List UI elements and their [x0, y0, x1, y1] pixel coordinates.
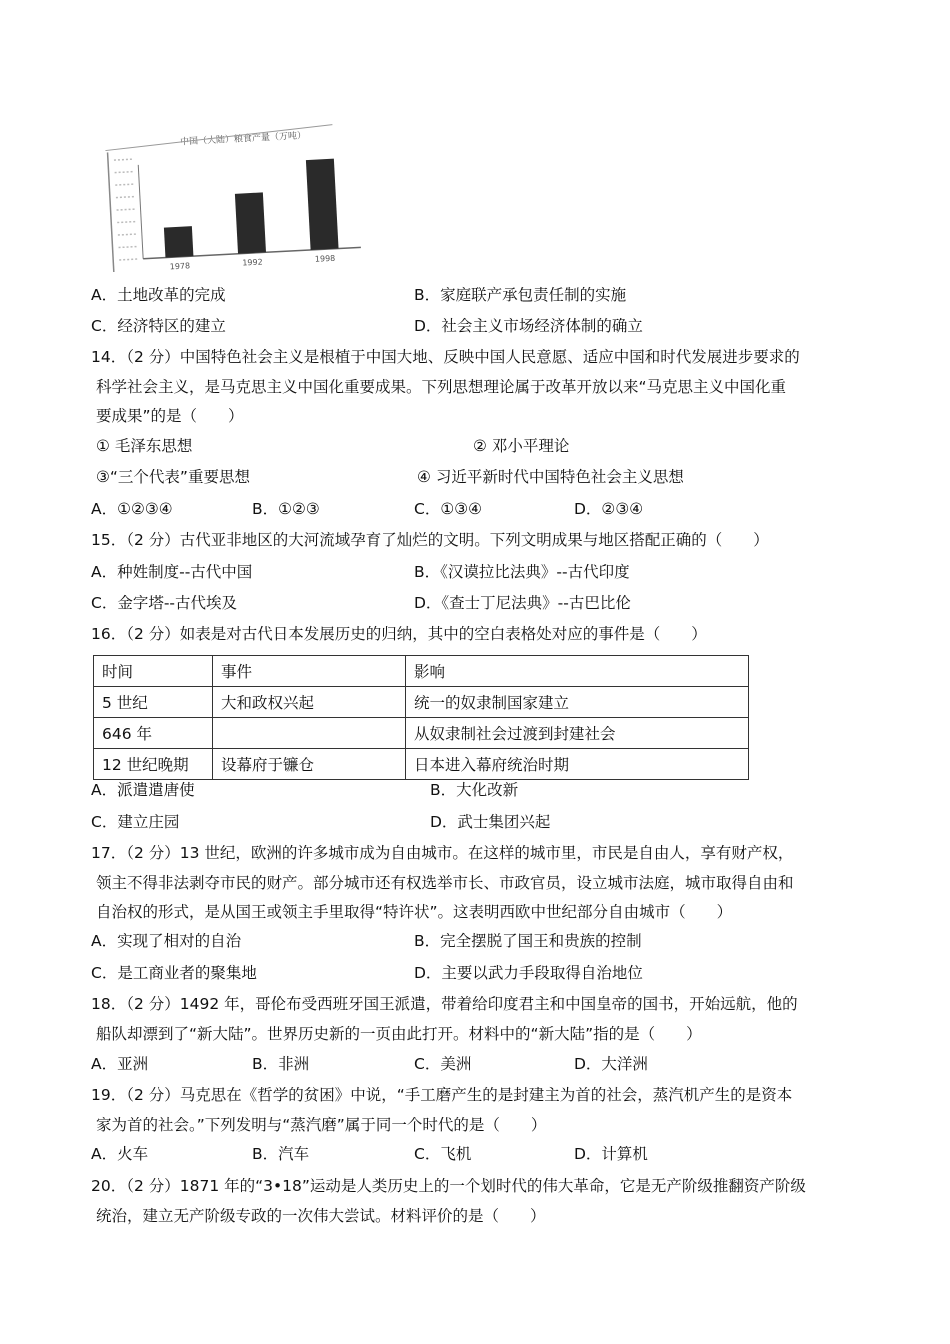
y-tick-mark [115, 172, 135, 173]
q14-stem-line1: 14．（2 分）中国特色社会主义是根植于中国大地、反映中国人民意愿、适应中国和时代发展进步要求的 [91, 348, 800, 366]
q16-stem: 16．（2 分）如表是对古代日本发展历史的归纳，其中的空白表格处对应的事件是（ ） [91, 625, 707, 643]
x-tick-label: 1992 [242, 257, 263, 268]
q16-option-b[interactable]: B．大化改新 [430, 781, 519, 799]
q16-option-a[interactable]: A．派遣遣唐使 [91, 781, 195, 799]
q15-stem: 15．（2 分）古代亚非地区的大河流域孕育了灿烂的文明。下列文明成果与地区搭配正确的（ ） [91, 531, 769, 549]
y-axis-inner [138, 165, 143, 259]
q14-option-a[interactable]: A．①②③④ [91, 500, 173, 518]
q15-option-a[interactable]: A．种姓制度--古代中国 [91, 563, 253, 581]
q17-stem-line2: 领主不得非法剥夺市民的财产。部分城市还有权选举市长、市政官员，设立城市法庭，城市取得自由和 [96, 874, 794, 892]
japan-history-table [93, 655, 749, 780]
q15-option-d[interactable]: D．《查士丁尼法典》--古巴比伦 [414, 594, 631, 612]
q14-item-4: ④ 习近平新时代中国特色社会主义思想 [417, 468, 684, 486]
q17-option-d[interactable]: D．主要以武力手段取得自治地位 [414, 964, 643, 982]
table-cell-blank [213, 718, 406, 749]
q17-option-b[interactable]: B．完全摆脱了国王和贵族的控制 [414, 932, 642, 950]
q16-option-d[interactable]: D．武士集团兴起 [430, 813, 551, 831]
q13-option-c[interactable]: C．经济特区的建立 [91, 317, 226, 335]
y-tick-mark [117, 209, 137, 210]
chart-title: 中国（大陆）粮食产量（万吨） [179, 131, 307, 148]
q13-option-d[interactable]: D．社会主义市场经济体制的确立 [414, 317, 643, 335]
q15-option-b[interactable]: B．《汉谟拉比法典》--古代印度 [414, 563, 630, 581]
q19-stem-line1: 19．（2 分）马克思在《哲学的贫困》中说，“手工磨产生的是封建主为首的社会，蒸汽机产生的是资本 [91, 1086, 793, 1104]
y-tick-mark [119, 259, 139, 260]
table-cell: 12 世纪晚期 [94, 749, 213, 780]
q14-item-2: ② 邓小平理论 [473, 437, 570, 455]
y-tick-mark [118, 234, 138, 235]
y-tick-mark [116, 197, 136, 198]
table-cell: 5 世纪 [94, 687, 213, 718]
x-tick-label: 1998 [314, 253, 336, 264]
q19-option-a[interactable]: A．火车 [91, 1145, 149, 1163]
y-axis [108, 152, 114, 272]
q20-stem-line1: 20．（2 分）1871 年的“3•18”运动是人类历史上的一个划时代的伟大革命，它是无产阶级推翻资产阶级 [91, 1177, 806, 1195]
table-header-cell: 事件 [213, 656, 406, 687]
q15-option-c[interactable]: C．金字塔--古代埃及 [91, 594, 238, 612]
chart-bar [164, 226, 194, 257]
y-tick-mark [117, 221, 137, 222]
q14-option-c[interactable]: C．①③④ [414, 500, 483, 518]
table-row [94, 718, 749, 749]
chart-bars [161, 159, 339, 258]
table-cell: 大和政权兴起 [213, 687, 406, 718]
y-tick-mark [115, 184, 135, 185]
q19-option-d[interactable]: D．计算机 [574, 1145, 648, 1163]
table-row [94, 687, 749, 718]
q17-option-c[interactable]: C．是工商业者的聚集地 [91, 964, 257, 982]
y-tick-mark [119, 246, 139, 247]
x-tick-label: 1978 [169, 261, 191, 272]
table-cell: 日本进入幕府统治时期 [406, 749, 749, 780]
q17-option-a[interactable]: A．实现了相对的自治 [91, 932, 242, 950]
table-header-cell: 影响 [406, 656, 749, 687]
grain-output-chart [96, 120, 368, 272]
q18-option-c[interactable]: C．美洲 [414, 1055, 472, 1073]
q19-stem-line2: 家为首的社会。”下列发明与“蒸汽磨”属于同一个时代的是（ ） [96, 1116, 547, 1134]
table-header-row [94, 656, 749, 687]
q19-option-b[interactable]: B．汽车 [252, 1145, 310, 1163]
q13-option-b[interactable]: B．家庭联产承包责任制的实施 [414, 286, 627, 304]
q18-option-d[interactable]: D．大洋洲 [574, 1055, 648, 1073]
q19-option-c[interactable]: C．飞机 [414, 1145, 472, 1163]
q14-stem-line3: 要成果”的是（ ） [96, 407, 244, 425]
q20-stem-line2: 统治，建立无产阶级专政的一次伟大尝试。材料评价的是（ ） [96, 1207, 546, 1225]
y-tick-labels [114, 159, 139, 260]
q18-stem-line2: 船队却漂到了“新大陆”。世界历史新的一页由此打开。材料中的“新大陆”指的是（ ） [96, 1025, 702, 1043]
q18-stem-line1: 18．（2 分）1492 年，哥伦布受西班牙国王派遣，带着给印度君主和中国皇帝的国书，开始远航，他的 [91, 995, 798, 1013]
q14-item-3: ③“三个代表”重要思想 [96, 468, 250, 486]
chart-bar [235, 192, 266, 253]
q17-stem-line1: 17．（2 分）13 世纪，欧洲的许多城市成为自由城市。在这样的城市里，市民是自由人，享有财产权， [91, 844, 794, 862]
q14-option-d[interactable]: D．②③④ [574, 500, 644, 518]
y-tick-mark [114, 159, 134, 160]
q18-option-b[interactable]: B．非洲 [252, 1055, 310, 1073]
q14-item-1: ① 毛泽东思想 [96, 437, 193, 455]
q13-option-a[interactable]: A．土地改革的完成 [91, 286, 226, 304]
q14-stem-line2: 科学社会主义，是马克思主义中国化重要成果。下列思想理论属于改革开放以来“马克思主义中国化重 [96, 378, 787, 396]
q17-stem-line3: 自治权的形式，是从国王或领主手里取得“特许状”。这表明西欧中世纪部分自由城市（ ） [96, 903, 733, 921]
table-header-cell: 时间 [94, 656, 213, 687]
q14-option-b[interactable]: B．①②③ [252, 500, 320, 518]
table-cell: 从奴隶制社会过渡到封建社会 [406, 718, 749, 749]
q18-option-a[interactable]: A．亚洲 [91, 1055, 149, 1073]
q16-option-c[interactable]: C．建立庄园 [91, 813, 180, 831]
chart-bar [306, 159, 339, 250]
table-cell: 设幕府于镰仓 [213, 749, 406, 780]
table-row [94, 749, 749, 780]
table-cell: 统一的奴隶制国家建立 [406, 687, 749, 718]
table-cell: 646 年 [94, 718, 213, 749]
